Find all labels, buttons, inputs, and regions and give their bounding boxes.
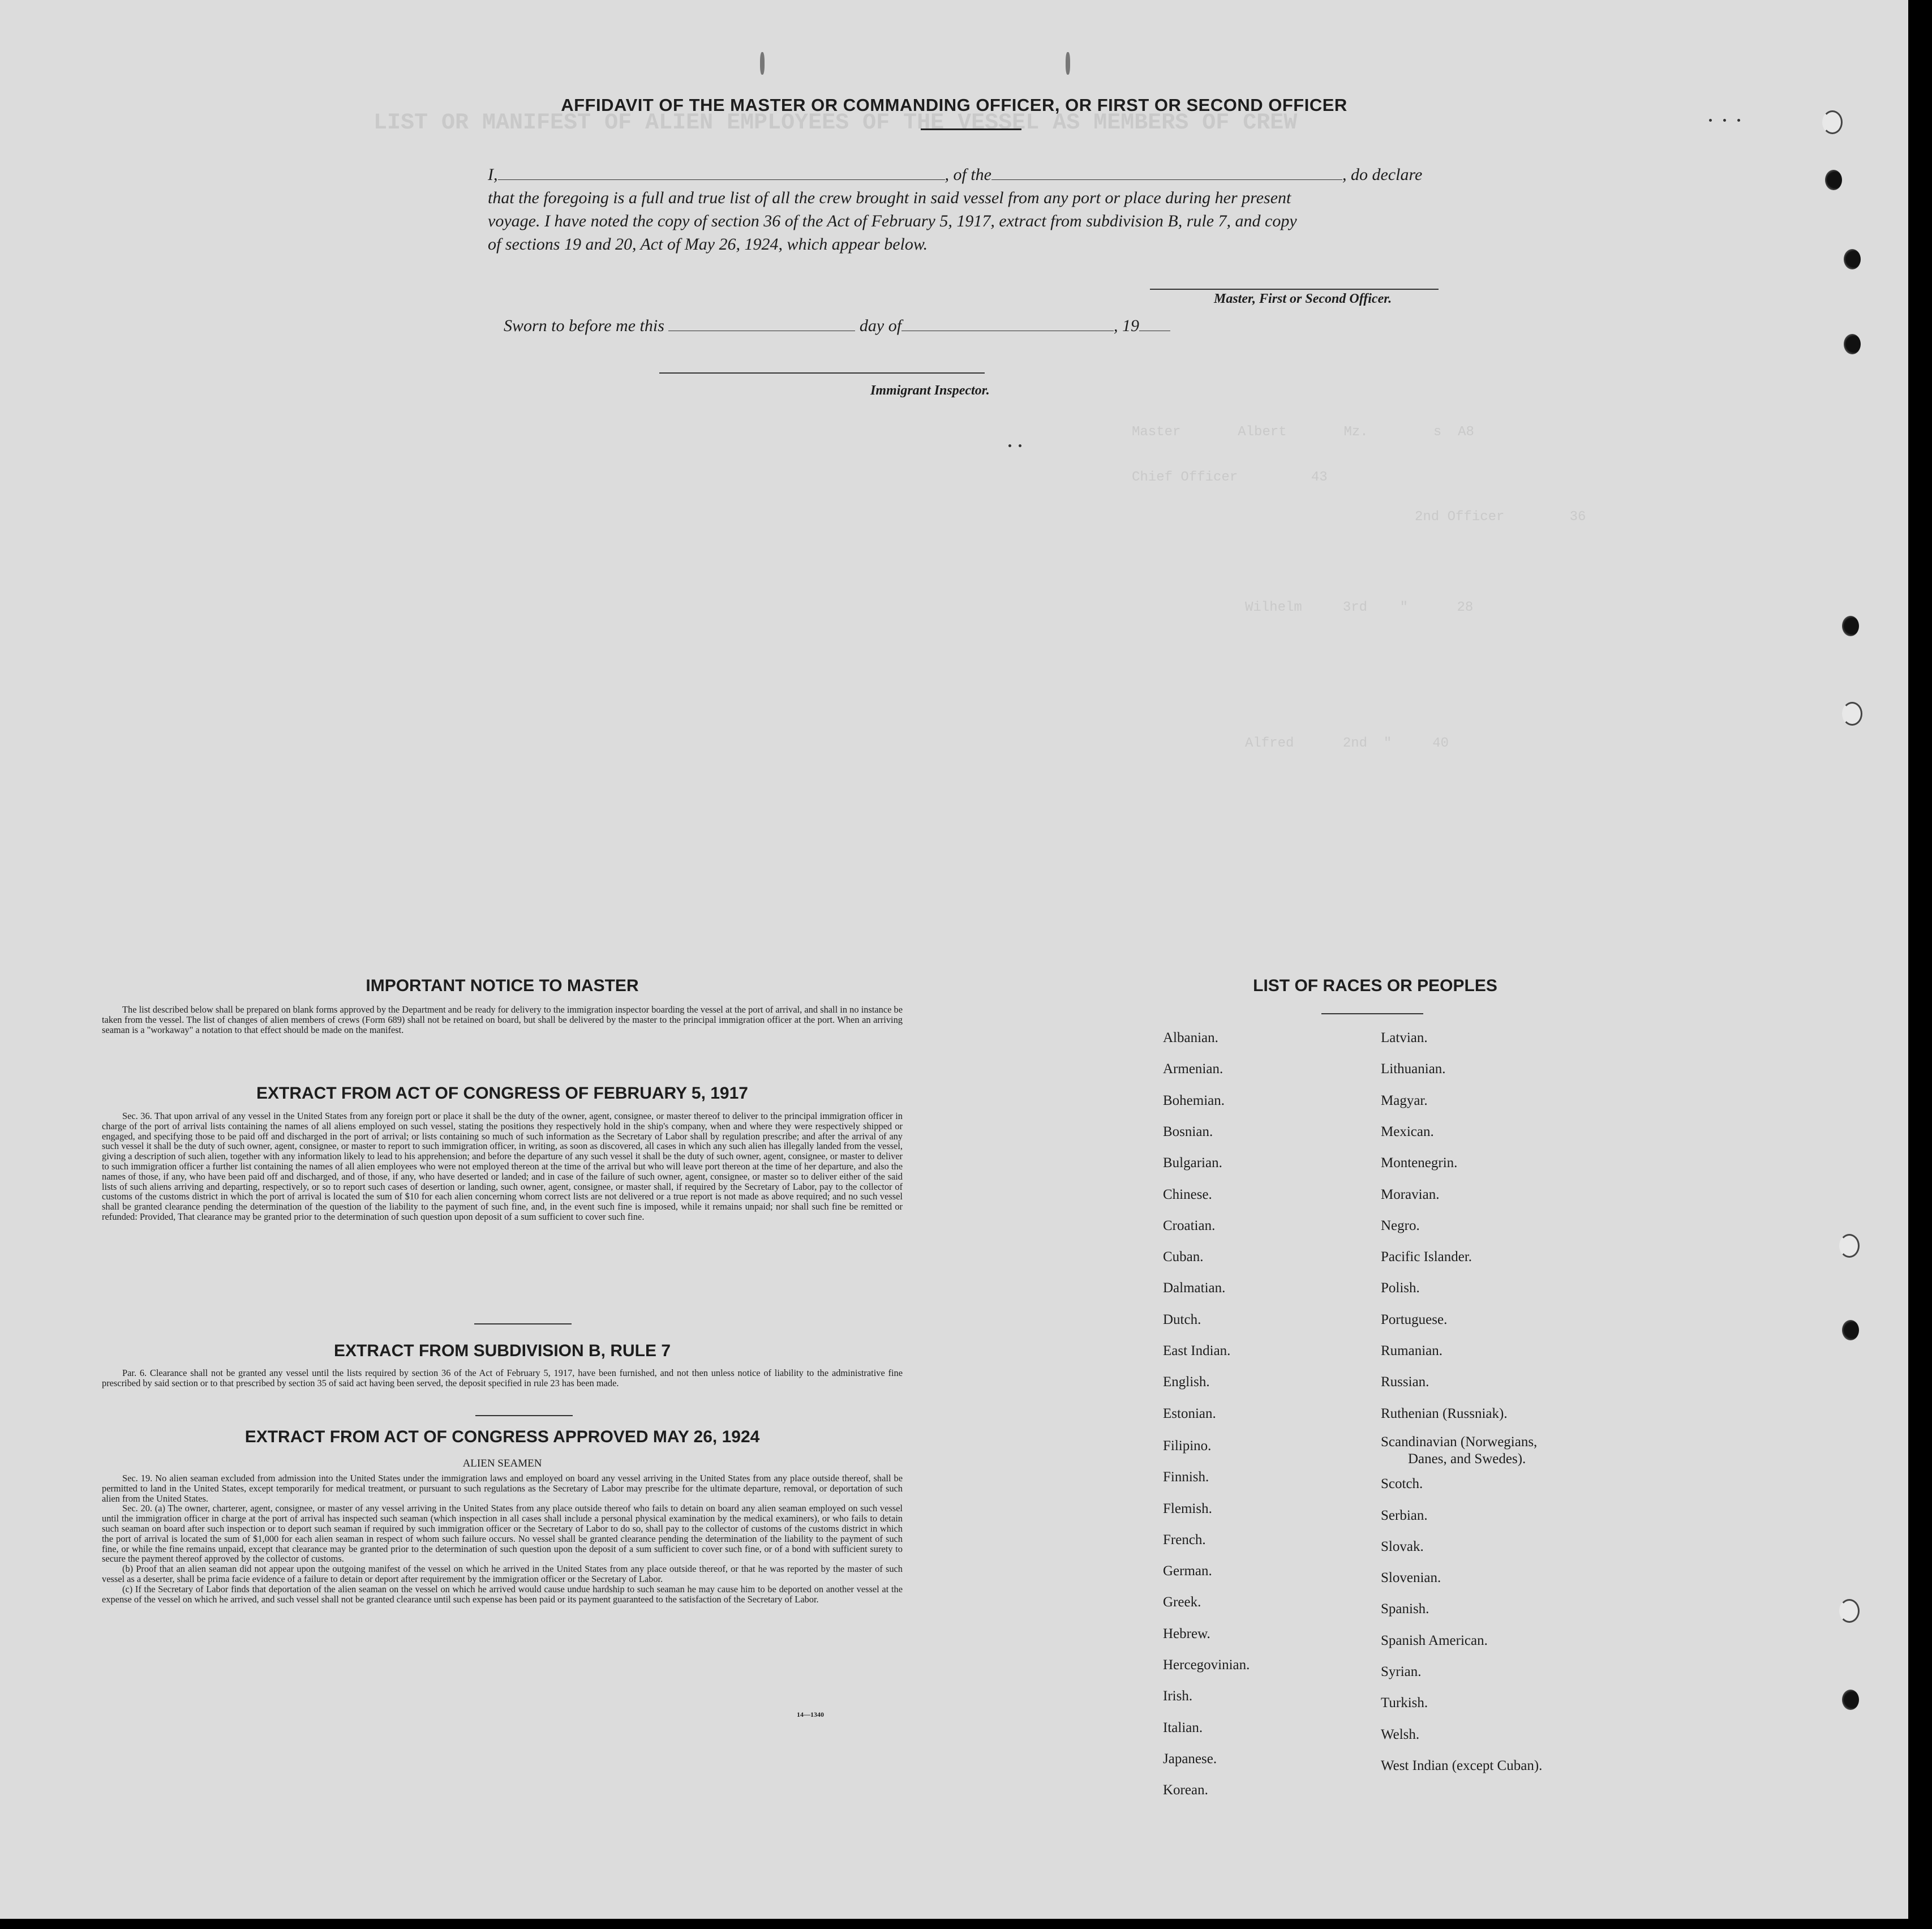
race-item: Moravian.: [1381, 1187, 1440, 1202]
divider: [475, 1415, 573, 1416]
alien-seamen-heading: ALIEN SEAMEN: [462, 1458, 542, 1469]
race-item: Scandinavian (Norwegians,: [1381, 1434, 1538, 1450]
race-item: Albanian.: [1163, 1030, 1218, 1045]
punch-hole: [1842, 1320, 1859, 1340]
race-item: Pacific Islander.: [1381, 1249, 1472, 1264]
extract-1917-title: EXTRACT FROM ACT OF CONGRESS OF FEBRUARY 5, 1917: [256, 1084, 748, 1103]
extract-1924-text: [102, 1473, 903, 1604]
punch-hole: [1825, 170, 1842, 190]
race-item: Dutch.: [1163, 1312, 1201, 1327]
declaration-do-declare: , do declare: [1342, 165, 1423, 184]
race-item: Hercegovinian.: [1163, 1657, 1250, 1673]
race-item: French.: [1163, 1532, 1206, 1548]
bleed-through: Chief Officer 43: [1132, 470, 1328, 485]
race-item: Portuguese.: [1381, 1312, 1448, 1327]
punch-hole: [1839, 1234, 1860, 1258]
sworn-year-blank: [1139, 316, 1170, 331]
speck: [1709, 119, 1712, 122]
form-number: 14—1340: [797, 1711, 824, 1718]
race-item: Serbian.: [1381, 1508, 1428, 1523]
race-item: Greek.: [1163, 1594, 1201, 1610]
sworn-text: Sworn to before me this: [504, 316, 664, 335]
race-item: Welsh.: [1381, 1727, 1420, 1742]
race-item: Spanish American.: [1381, 1633, 1488, 1648]
race-item: English.: [1163, 1374, 1210, 1390]
race-item: Russian.: [1381, 1374, 1429, 1390]
race-item: Turkish.: [1381, 1695, 1428, 1711]
race-item: Armenian.: [1163, 1061, 1223, 1077]
sec-20b-paragraph: (b) Proof that an alien seaman did not appear upon the outgoing manifest of the vessel on which he arrived in the United States from any place outside thereof, or that he was reported by the master of such vessel as a deserter, shall be prima facie evidence of a failure to detain or deport after requirement by the immigration officer or the Secretary of Labor.: [102, 1563, 903, 1584]
race-item: Spanish.: [1381, 1601, 1429, 1617]
declaration-i: I,: [488, 165, 498, 184]
race-item: Hebrew.: [1163, 1626, 1210, 1641]
divider: [1321, 1013, 1423, 1014]
punch-hole: [1844, 334, 1861, 354]
punch-hole: [1842, 616, 1859, 636]
declaration-text: [488, 163, 1489, 256]
race-item: Mexican.: [1381, 1124, 1434, 1139]
speck: [1066, 52, 1070, 75]
race-item: Irish.: [1163, 1688, 1193, 1704]
sworn-day-of: day of: [859, 316, 902, 335]
vessel-blank: [991, 165, 1342, 180]
race-item: Danes, and Swedes).: [1408, 1451, 1526, 1467]
race-item: Italian.: [1163, 1720, 1203, 1735]
race-item: Chinese.: [1163, 1187, 1212, 1202]
speck: [1737, 119, 1740, 122]
sworn-day-blank: [668, 316, 855, 331]
race-item: Korean.: [1163, 1782, 1208, 1798]
notice-text: [102, 1005, 903, 1035]
notice-title: IMPORTANT NOTICE TO MASTER: [366, 976, 639, 995]
sworn-year: , 19: [1114, 316, 1140, 335]
divider: [921, 128, 1021, 130]
extract-1917-text: [102, 1111, 903, 1222]
declaration-line-3: voyage. I have noted the copy of section 36 of the Act of February 5, 1917, extract from subdivision B, rule 7, and copy: [488, 212, 1297, 230]
bleed-through: Wilhelm 3rd " 28: [1245, 600, 1474, 615]
race-item: Estonian.: [1163, 1406, 1216, 1421]
race-item: Scotch.: [1381, 1476, 1423, 1491]
speck: [1723, 119, 1726, 122]
race-item: East Indian.: [1163, 1343, 1231, 1358]
race-item: Syrian.: [1381, 1664, 1422, 1679]
speck: [1019, 444, 1021, 447]
declaration-line-2: that the foregoing is a full and true list of all the crew brought in said vessel from any port or place during her present: [488, 188, 1291, 207]
speck: [1008, 444, 1011, 447]
bleed-through: Alfred 2nd " 40: [1245, 736, 1449, 751]
speck: [760, 52, 765, 75]
race-item: Filipino.: [1163, 1438, 1212, 1454]
race-item: Ruthenian (Russniak).: [1381, 1406, 1508, 1421]
par-6-paragraph: Par. 6. Clearance shall not be granted any vessel until the lists required by section 36 of the Act of February 5, 1917, have been furnished, and not then unless notice of liability to the administrative fine prescribed by said section or to that prescribed by section 35 of said act having been served, the deposit specified in rule 23 has been made.: [102, 1368, 903, 1388]
bleed-through: 2nd Officer 36: [1415, 509, 1586, 525]
race-item: Latvian.: [1381, 1030, 1428, 1045]
sec-20a-paragraph: Sec. 20. (a) The owner, charterer, agent, consignee, or master of any vessel arriving in the United States from any place outside thereof who fails to detain on board any alien seaman employed on such vessel until the immigration officer in charge at the port of arrival has inspected such seaman (which inspection in all cases shall include a personal physical examination by the medical examiners), or who fails to detain such seaman on board after such inspection or to deport such seaman if required by such immigration officer or the Secretary of Labor to do so, shall pay to the collector of customs of the customs district in which the port of arrival is located the sum of $1,000 for each alien seaman in respect of whom such failure occurs. No vessel shall be granted clearance pending the determination of the liability to the payment of such fine, or while the fine remains unpaid, except that clearance may be granted prior to the determination of such question upon the deposit of a sum sufficient to cover such fine, or of a bond with sufficient surety to secure the payment thereof approved by the collector of customs.: [102, 1503, 903, 1564]
notice-paragraph: The list described below shall be prepared on blank forms approved by the Department and be ready for delivery to the immigration inspector boarding the vessel at the port of arrival, and shall in no instance be taken from the vessel. The list of changes of alien members of crews (Form 689) shall not be retained on board, but shall be delivered by the master to the principal immigration officer at the port. When an arriving seaman is a "workaway" a notation to that effect should be made on the manifest.: [102, 1004, 903, 1035]
sec-19-paragraph: Sec. 19. No alien seaman excluded from admission into the United States under the immigration laws and employed on board any vessel arriving in the United States from any place outside thereof, shall be permitted to land in the United States, except temporarily for medical treatment, or pursuant to such regulations as the Secretary of Labor may prescribe for the ultimate departure, removal, or deportation of such alien from the United States.: [102, 1473, 903, 1504]
inspector-signature-line: [659, 372, 985, 374]
extract-1924-title: EXTRACT FROM ACT OF CONGRESS APPROVED MAY 26, 1924: [244, 1428, 760, 1446]
inspector-signature-label: Immigrant Inspector.: [870, 383, 990, 398]
declaration-of-the: , of the: [944, 165, 991, 184]
declaration-line-4: of sections 19 and 20, Act of May 26, 1924, which appear below.: [488, 235, 928, 254]
sworn-line: [504, 316, 1170, 336]
declaration-line-1: [488, 163, 1489, 186]
race-item: Rumanian.: [1381, 1343, 1443, 1358]
race-item: Negro.: [1381, 1218, 1420, 1233]
race-item: Bulgarian.: [1163, 1155, 1222, 1171]
rule-7-title: EXTRACT FROM SUBDIVISION B, RULE 7: [333, 1341, 671, 1360]
divider: [474, 1323, 572, 1324]
race-item: Bohemian.: [1163, 1093, 1225, 1108]
punch-hole: [1844, 249, 1861, 269]
sworn-month-blank: [901, 316, 1114, 331]
race-item: Croatian.: [1163, 1218, 1216, 1233]
race-item: Magyar.: [1381, 1093, 1428, 1108]
race-item: German.: [1163, 1563, 1212, 1579]
sec-20c-paragraph: (c) If the Secretary of Labor finds that deportation of the alien seaman on the vessel on which he arrived would cause undue hardship to such seaman he may cause him to be deported on another vessel at the expense of the vessel on which he arrived, and such vessel shall not be granted clearance until such expense has been paid or its payment guaranteed to the satisfaction of the Secretary of Labor.: [102, 1583, 903, 1605]
race-item: Slovenian.: [1381, 1570, 1441, 1585]
race-item: Flemish.: [1163, 1501, 1212, 1516]
master-signature-label: Master, First or Second Officer.: [1214, 292, 1392, 306]
race-item: Finnish.: [1163, 1469, 1209, 1485]
affidavit-title: AFFIDAVIT OF THE MASTER OR COMMANDING OFFICER, OR FIRST OR SECOND OFFICER: [561, 95, 1347, 115]
punch-hole: [1842, 1690, 1859, 1710]
sec-36-paragraph: Sec. 36. That upon arrival of any vessel in the United States from any foreign port or place it shall be the duty of the owner, agent, consignee, or master thereof to deliver to the principal immigration officer in charge of the port of arrival lists containing the names of all aliens employed on such vessel, stating the positions they respectively hold in the ship's company, when and where they were respectively shipped or engaged, and specifying those to be paid off and discharged in the port of arrival; or lists containing so much of such information as the Secretary of Labor shall by regulation prescribe; and after the arrival of any such vessel it shall be the duty of such owner, agent, consignee, or master to report to such immigration officer, in writing, as soon as discovered, all cases in which any such alien has illegally landed from the vessel, giving a description of such alien, together with any information likely to lead to his apprehension; and before the departure of any such vessel it shall be the duty of such owner, agent, consignee, or master to deliver to such immigration officer a further list containing the names of all alien employees who were not employed thereon at the time of the arrival but who will leave port thereon at the time of her departure, and also the names of those, if any, who have been paid off and discharged, and of those, if any, who have deserted or landed; and in case of the failure of such owner, agent, consignee, or master so to deliver either of the said lists of such aliens arriving and departing, respectively, or so to report such cases of desertion or landing, such owner, agent, consignee, or master shall, if required by the Secretary of Labor, pay to the collector of customs of the customs district in which the port of arrival is located the sum of $10 for each alien concerning whom correct lists are not delivered or a true report is not made as above required; and no such vessel shall be granted clearance pending the determination of the question of the liability to the payment of such fine, and, in the event such fine is imposed, while it remains unpaid; nor shall such fine be remitted or refunded: Provided, That clearance may be granted prior to the determination of such question upon deposit of a sum sufficient to cover such fine.: [102, 1111, 903, 1222]
master-signature-line: [1150, 289, 1439, 290]
bleed-through: LIST OR MANIFEST OF ALIEN EMPLOYEES OF THE VESSEL AS MEMBERS OF CREW: [373, 110, 1298, 136]
race-item: Japanese.: [1163, 1751, 1217, 1767]
race-item: Slovak.: [1381, 1539, 1424, 1554]
race-item: Polish.: [1381, 1280, 1420, 1296]
race-item: Montenegrin.: [1381, 1155, 1458, 1171]
races-column-2: [1381, 1030, 1635, 1811]
bleed-through: Master Albert Mz. s A8: [1132, 425, 1474, 440]
race-item: West Indian (except Cuban).: [1381, 1758, 1543, 1773]
race-item: Cuban.: [1163, 1249, 1204, 1264]
race-item: Bosnian.: [1163, 1124, 1213, 1139]
name-blank: [498, 165, 945, 180]
races-column-1: [1163, 1030, 1389, 1811]
race-item: Dalmatian.: [1163, 1280, 1226, 1296]
rule-7-text: [102, 1368, 903, 1388]
punch-hole: [1839, 1599, 1860, 1623]
races-title: LIST OF RACES OR PEOPLES: [1253, 976, 1497, 995]
punch-hole: [1842, 702, 1862, 726]
race-item: Lithuanian.: [1381, 1061, 1446, 1077]
